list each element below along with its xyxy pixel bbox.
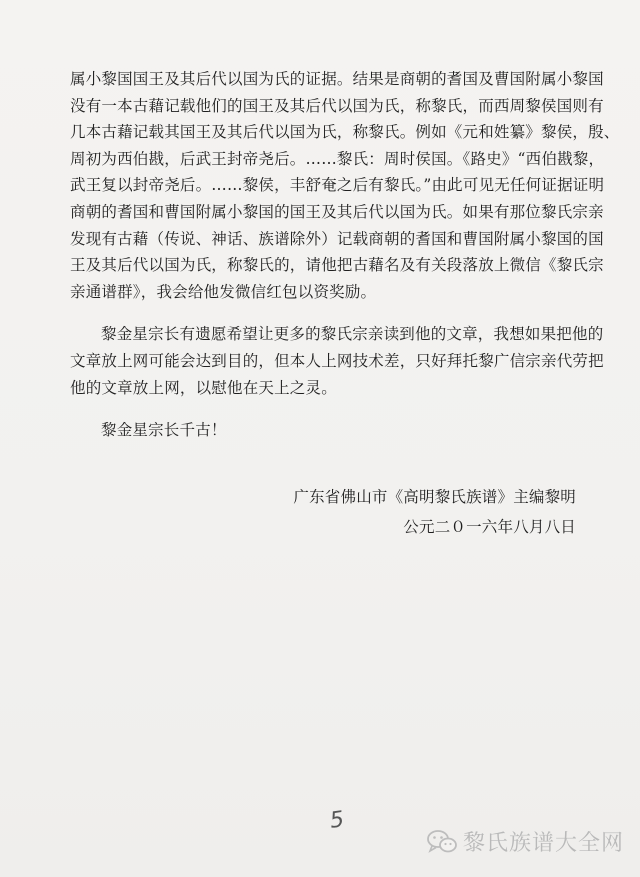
text-line: 几本古藉记载其国王及其后代以国为氏，称黎氏。例如《元和姓纂》黎侯，殷、 (70, 123, 620, 142)
text-line: 亲通谱群》，我会给他发微信红包以资奖励。 (70, 282, 377, 301)
text-line: 商朝的耆国和曹国附属小黎国的国王及其后代以国为氏。如果有那位黎氏宗亲 (70, 202, 604, 221)
text-line: 属小黎国国王及其后代以国为氏的证据。结果是商朝的耆国及曹国附属小黎国 (70, 70, 604, 88)
text-line: 他的文章放上网，以慰他在天上之灵。 (70, 378, 337, 397)
page-number: 5 (328, 807, 346, 834)
signature-author: 广东省佛山市《高明黎氏族谱》主编黎明 (293, 488, 576, 506)
document-body (70, 66, 620, 444)
paragraph-2 (70, 321, 604, 401)
text-line: 文章放上网可能会达到目的，但本人上网技术差，只好拜托黎广信宗亲代劳把 (70, 351, 604, 370)
signature-date: 公元二０一六年八月八日 (403, 518, 576, 536)
text-line: 黎金星宗长有遗愿希望让更多的黎氏宗亲读到他的文章，我想如果把他的 (101, 325, 604, 344)
text-line: 王及其后代以国为氏，称黎氏的，请他把古藉名及有关段落放上微信《黎氏宗 (70, 256, 604, 275)
watermark-text: 黎氏族谱大全网 (462, 831, 624, 856)
signature-block (293, 482, 576, 542)
text-line: 武王复以封帝尧后。……黎侯，丰舒奄之后有黎氏。”由此可见无任何证据证明 (70, 176, 605, 195)
text-line: 黎金星宗长千古！ (101, 421, 227, 440)
paragraph-gap (70, 305, 590, 321)
text-line: 周初为西伯戡，后武王封帝尧后。……黎氏：周时侯国。《路史》“西伯戡黎， (70, 149, 605, 168)
text-line: 发现有古藉（传说、神话、族谱除外）记载商朝的耆国和曹国附属小黎国的国 (70, 229, 604, 248)
paragraph-1 (70, 66, 620, 305)
text-line: 没有一本古藉记载他们的国王及其后代以国为氏，称黎氏，而西周黎侯国则有 (70, 96, 604, 115)
paragraph-3 (70, 417, 590, 444)
paragraph-gap (70, 401, 590, 417)
wechat-logo-icon (427, 829, 457, 855)
watermark (427, 826, 624, 857)
